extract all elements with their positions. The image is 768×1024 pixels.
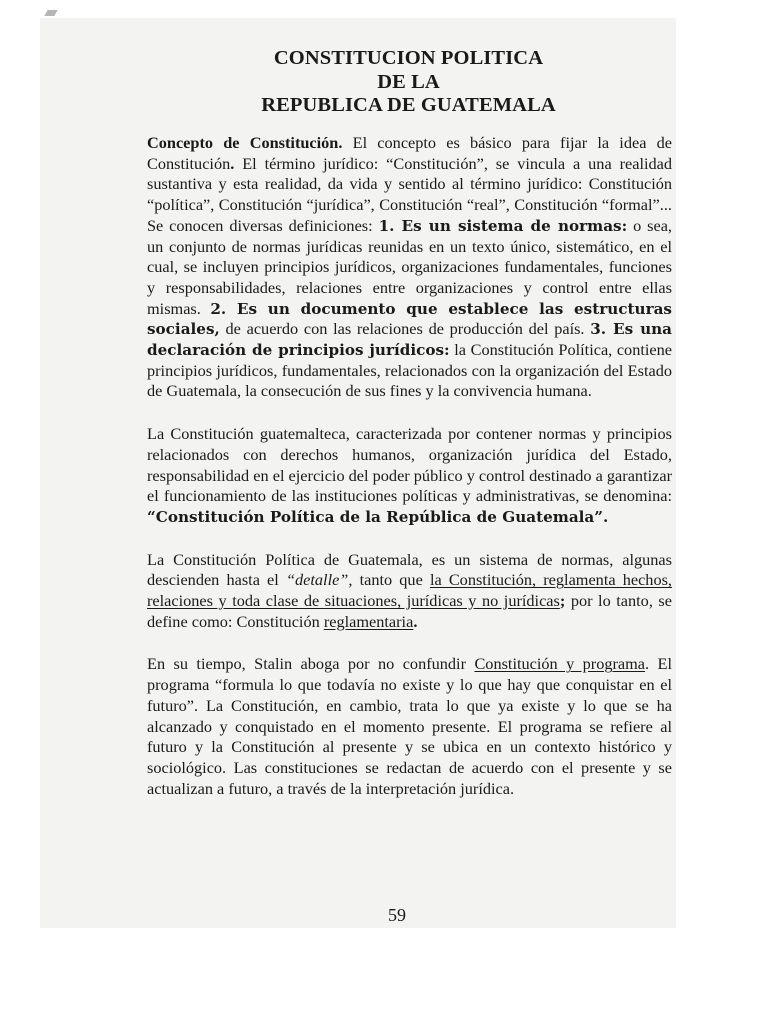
document-body [147, 133, 672, 821]
scan-corner-mark [44, 10, 57, 16]
text-run: La Constitución Política de Guatemala, es un sistema de normas, algunas descienden hasta el [147, 549, 672, 590]
text-run-underlined: Constitución y programa [474, 654, 646, 674]
title-line-2: DE LA [377, 70, 440, 93]
text-run-bold: ; [559, 591, 566, 611]
paragraph-regulatory [147, 550, 672, 633]
text-run: o sea, un conjunto de normas jurídicas reunidas en un texto único, sistemático, en el cual, se incluyen principios jurídicos, organizaciones fundamentales, funciones y responsabilidades, relaciones entre organizaciones y control entre ellas mismas. [147, 215, 672, 318]
text-run-bold: . [230, 153, 235, 173]
document-title [145, 47, 672, 118]
text-run: tanto que [352, 570, 430, 590]
text-run-underlined: la Constitución, reglamenta hechos, relaciones y toda clase de situaciones, jurídicas y no jurídicas [147, 570, 672, 611]
text-run: En su tiempo, Stalin aboga por no confundir [147, 654, 475, 674]
definition-1-heading: 1. Es un sistema de normas: [378, 216, 628, 235]
page-number: 59 [388, 905, 406, 925]
text-run: . El programa “formula lo que todavía no existe y lo que hay que conquistar en el futuro”. La Constitución, en cambio, trata lo que ya existe y lo que se ha alcanzado y conquistado en el momento presente. El programa se refiere al futuro y la Constitución al presente y se ubica en un contexto histórico y sociológico. Las constituciones se redactan de acuerdo con el presente y se actualizan a futuro, a través de la interpretación jurídica. [147, 654, 673, 798]
text-run: por lo tanto, se define como: Constitución [147, 591, 672, 631]
paragraph-concept [147, 133, 672, 402]
definition-3-heading: 3. Es una declaración de principios jurídicos: [147, 320, 673, 360]
text-run: El término jurídico: “Constitución”, se vincula a una realidad sustantiva y esta realidad, da vida y sentido al término jurídico: Constitución “política”, Constitución “jurídica”, Constitución “real”, Constitución “formal”... Se conocen diversas definiciones: [147, 153, 672, 235]
definition-2-heading: 2. Es un documento que establece las estructuras sociales, [147, 299, 672, 339]
title-line-1: CONSTITUCION POLITICA [273, 47, 544, 69]
paragraph-stalin [147, 654, 672, 799]
text-run-underlined: reglamentaria [323, 611, 414, 631]
text-run: la Constitución Política, contiene principios jurídicos, fundamentales, relacionados con la organización del Estado de Guatemala, la consecución de sus fines y la convivencia humana. [147, 340, 672, 401]
concept-heading: Concepto de Constitución. [147, 133, 343, 152]
paragraph-guatemalan-constitution [147, 424, 672, 528]
text-run: La Constitución guatemalteca, caracterizada por contener normas y principios relacionados con derechos humanos, organización jurídica del Estado, responsabilidad en el ejercicio del poder público y control destinado a garantizar el funcionamiento de las instituciones políticas y administrativas, se denomina: [147, 424, 672, 506]
constitution-name: “Constitución Política de la República de Guatemala”. [147, 507, 609, 526]
text-run: de acuerdo con las relaciones de producción del país. [219, 319, 591, 339]
text-run-bold: . [413, 611, 418, 631]
title-line-3: REPUBLICA DE GUATEMALA [261, 94, 556, 116]
text-run-italic: “detalle”, [285, 570, 353, 590]
text-run: El concepto es básico para fijar la idea de Constitución [147, 133, 672, 173]
